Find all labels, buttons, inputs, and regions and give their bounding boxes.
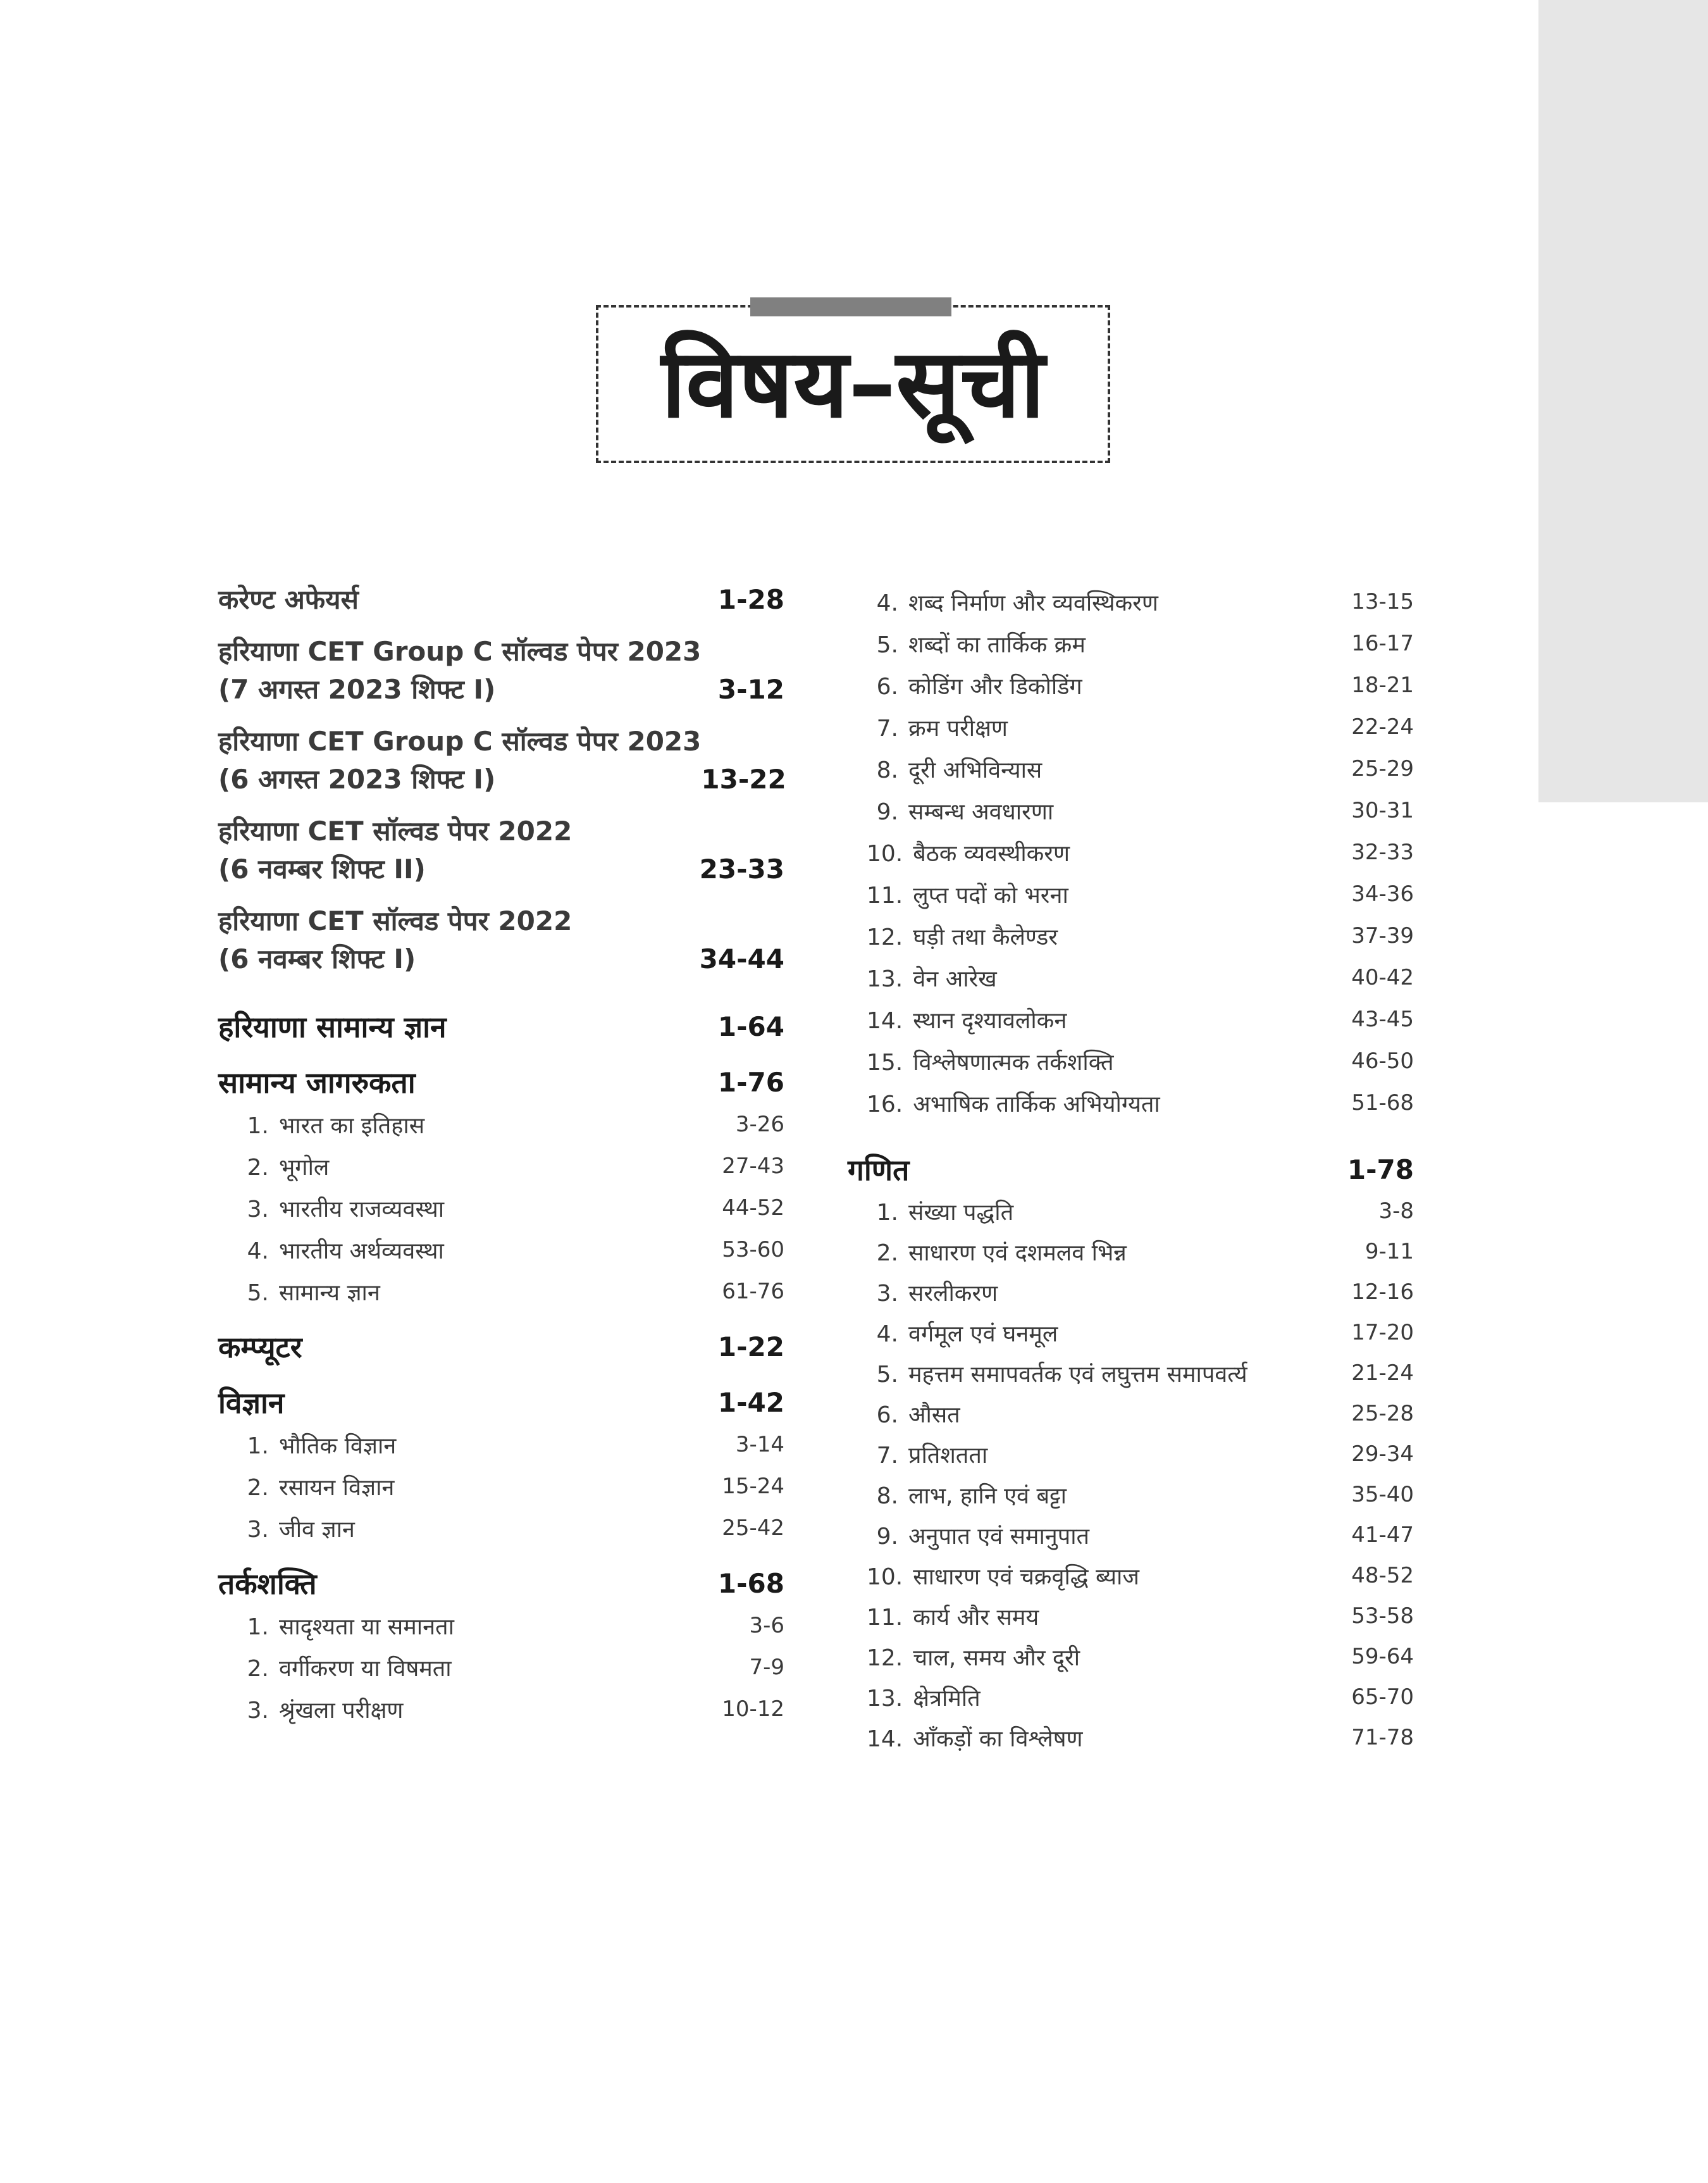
toc-item-label xyxy=(848,1722,1083,1753)
toc-item xyxy=(848,1555,1414,1596)
toc-paper-page: 1-28 xyxy=(717,584,784,615)
toc-item xyxy=(218,1424,784,1465)
toc-item-label xyxy=(848,1317,1058,1348)
toc-paper-title xyxy=(218,902,572,978)
toc-item-label xyxy=(218,1193,444,1224)
toc-item-page: 12-16 xyxy=(1351,1279,1414,1305)
toc-item-label xyxy=(848,1520,1089,1551)
toc-item-page: 71-78 xyxy=(1351,1725,1414,1750)
toc-item xyxy=(848,790,1414,831)
toc-item-text: चाल, समय और दूरी xyxy=(913,1645,1080,1671)
toc-item-page: 30-31 xyxy=(1351,798,1414,823)
toc-item-page: 3-26 xyxy=(735,1112,784,1137)
toc-item-page: 44-52 xyxy=(722,1195,784,1221)
toc-item-text: कार्य और समय xyxy=(913,1604,1039,1631)
toc-item-page: 3-14 xyxy=(735,1432,784,1457)
toc-item-number: 3. xyxy=(876,1280,898,1307)
toc-item xyxy=(848,1231,1414,1272)
toc-section-page: 1-22 xyxy=(717,1331,784,1362)
toc-item-number: 5. xyxy=(247,1279,269,1306)
toc-item-label xyxy=(848,1236,1127,1267)
toc-item-page: 35-40 xyxy=(1351,1482,1414,1507)
toc-section-heading xyxy=(218,1062,784,1104)
toc-item-number: 7. xyxy=(876,1442,898,1469)
toc-item xyxy=(848,1636,1414,1677)
toc-section-heading xyxy=(218,1382,784,1424)
toc-item-number: 2. xyxy=(876,1240,898,1266)
toc-right-column xyxy=(848,581,1414,1758)
toc-section-heading xyxy=(218,1563,784,1605)
toc-item-label xyxy=(848,1682,981,1713)
toc-item-text: सम्बन्ध अवधारणा xyxy=(908,799,1054,825)
toc-section-heading xyxy=(218,1326,784,1368)
toc-item-number: 4. xyxy=(247,1238,269,1264)
toc-item-number: 5. xyxy=(876,1361,898,1388)
toc-item-number: 14. xyxy=(867,1726,903,1752)
toc-item-page: 13-15 xyxy=(1351,589,1414,614)
toc-item-label xyxy=(848,587,1158,618)
toc-item-page: 41-47 xyxy=(1351,1522,1414,1548)
toc-item-text: क्षेत्रमिति xyxy=(913,1685,981,1712)
toc-item-text: संख्या पद्धति xyxy=(908,1199,1014,1226)
toc-item-number: 11. xyxy=(867,882,903,909)
toc-section-heading xyxy=(848,1149,1414,1191)
toc-item-page: 25-29 xyxy=(1351,756,1414,781)
toc-item xyxy=(218,1229,784,1271)
toc-section-page: 1-64 xyxy=(717,1011,784,1042)
toc-paper-title xyxy=(218,723,701,799)
toc-item-label xyxy=(848,1358,1247,1389)
toc-item-text: अनुपात एवं समानुपात xyxy=(908,1523,1090,1550)
toc-item-text: महत्तम समापवर्तक एवं लघुत्तम समापवर्त्य xyxy=(908,1361,1247,1388)
toc-paper-title xyxy=(218,812,572,888)
toc-section-page: 1-78 xyxy=(1347,1154,1414,1185)
toc-paper-title-line: (7 अगस्त 2023 शिफ्ट I) xyxy=(218,674,496,705)
toc-item xyxy=(848,1596,1414,1636)
toc-paper-title-line: हरियाणा CET Group C सॉल्वड पेपर 2023 xyxy=(218,726,702,757)
toc-item-number: 1. xyxy=(247,1614,269,1640)
toc-paper-page: 3-12 xyxy=(717,674,784,705)
toc-item-text: आँकड़ों का विश्लेषण xyxy=(913,1726,1083,1752)
toc-item-page: 51-68 xyxy=(1351,1090,1414,1116)
toc-item-page: 46-50 xyxy=(1351,1048,1414,1074)
toc-item-number: 5. xyxy=(876,631,898,658)
toc-item-number: 8. xyxy=(876,1483,898,1509)
toc-item-page: 21-24 xyxy=(1351,1360,1414,1386)
toc-item-page: 34-36 xyxy=(1351,881,1414,907)
toc-item xyxy=(218,1104,784,1145)
toc-section-title: गणित xyxy=(848,1153,910,1187)
toc-item xyxy=(218,1646,784,1688)
toc-item-label xyxy=(848,962,997,993)
toc-paper-entry xyxy=(218,633,784,709)
toc-item-page: 3-8 xyxy=(1378,1198,1414,1224)
side-thumb-tab xyxy=(1538,0,1708,802)
toc-item-page: 37-39 xyxy=(1351,923,1414,948)
toc-item xyxy=(848,1312,1414,1353)
toc-item xyxy=(218,1187,784,1229)
toc-paper-title xyxy=(218,581,359,619)
toc-item-label xyxy=(848,837,1070,868)
toc-item-text: श्रृंखला परीक्षण xyxy=(279,1697,404,1724)
toc-item-page: 9-11 xyxy=(1365,1239,1414,1264)
toc-item-text: सामान्य ज्ञान xyxy=(279,1279,380,1306)
toc-item-number: 7. xyxy=(876,715,898,742)
toc-item-label xyxy=(848,712,1008,743)
toc-item-page: 59-64 xyxy=(1351,1644,1414,1669)
toc-item xyxy=(848,915,1414,957)
toc-item-page: 17-20 xyxy=(1351,1320,1414,1345)
toc-item-number: 6. xyxy=(876,1402,898,1428)
toc-section-heading xyxy=(218,1006,784,1048)
toc-item-number: 1. xyxy=(247,1433,269,1459)
toc-item-label xyxy=(848,1088,1160,1119)
toc-item xyxy=(848,748,1414,790)
toc-item-text: अभाषिक तार्किक अभियोग्यता xyxy=(913,1091,1160,1117)
toc-item-number: 1. xyxy=(247,1112,269,1139)
toc-paper-title-line: हरियाणा CET सॉल्वड पेपर 2022 xyxy=(218,905,572,936)
toc-item-label xyxy=(218,1109,424,1140)
toc-item-number: 1. xyxy=(876,1199,898,1226)
toc-paper-title-line: (6 नवम्बर शिफ्ट II) xyxy=(218,854,426,885)
toc-item-text: बैठक व्यवस्थीकरण xyxy=(913,840,1070,867)
toc-paper-title-line: हरियाणा CET सॉल्वड पेपर 2022 xyxy=(218,816,572,847)
toc-item xyxy=(848,957,1414,998)
toc-item-text: दूरी अभिविन्यास xyxy=(908,757,1043,783)
toc-paper-page: 23-33 xyxy=(699,854,784,885)
toc-item-number: 2. xyxy=(247,1154,269,1181)
toc-paper-entry xyxy=(218,581,784,619)
toc-item-number: 14. xyxy=(867,1007,903,1034)
toc-item-label xyxy=(848,628,1086,659)
toc-item-text: स्थान दृश्यावलोकन xyxy=(913,1007,1067,1034)
toc-item-label xyxy=(848,1439,987,1470)
toc-item-label xyxy=(218,1151,329,1182)
toc-item-label xyxy=(218,1652,452,1683)
toc-item-page: 32-33 xyxy=(1351,840,1414,865)
toc-item-text: लुप्त पदों को भरना xyxy=(913,882,1068,909)
toc-item-number: 12. xyxy=(867,924,903,950)
toc-item-page: 29-34 xyxy=(1351,1441,1414,1467)
toc-item-text: भूगोल xyxy=(279,1154,330,1181)
toc-item-page: 53-60 xyxy=(722,1237,784,1262)
toc-item xyxy=(218,1605,784,1646)
toc-item-text: वर्गमूल एवं घनमूल xyxy=(908,1321,1058,1347)
toc-item-text: भारतीय अर्थव्यवस्था xyxy=(279,1238,444,1264)
toc-item-page: 61-76 xyxy=(722,1279,784,1304)
toc-paper-title-line: (6 अगस्त 2023 शिफ्ट I) xyxy=(218,764,496,795)
toc-section-title: कम्प्यूटर xyxy=(218,1330,302,1364)
toc-item-page: 65-70 xyxy=(1351,1684,1414,1710)
toc-item-text: सादृश्यता या समानता xyxy=(279,1614,454,1640)
toc-item xyxy=(218,1271,784,1312)
toc-item xyxy=(848,1677,1414,1717)
toc-paper-entry xyxy=(218,723,784,799)
toc-item-text: वर्गीकरण या विषमता xyxy=(279,1655,452,1682)
toc-item-number: 15. xyxy=(867,1049,903,1076)
toc-item xyxy=(848,1272,1414,1312)
toc-item xyxy=(218,1688,784,1730)
toc-item-label xyxy=(848,1004,1067,1035)
toc-item-number: 2. xyxy=(247,1474,269,1501)
toc-item-number: 9. xyxy=(876,799,898,825)
toc-item xyxy=(848,1040,1414,1082)
toc-paper-title-line: (6 नवम्बर शिफ्ट I) xyxy=(218,943,416,974)
page-title: विषय–सूची xyxy=(661,329,1045,439)
toc-item-number: 3. xyxy=(247,1196,269,1222)
toc-paper-entry xyxy=(218,812,784,888)
toc-item-text: रसायन विज्ञान xyxy=(279,1474,395,1501)
toc-item-label xyxy=(848,754,1042,785)
toc-item-page: 10-12 xyxy=(722,1696,784,1722)
toc-item-text: लाभ, हानि एवं बट्टा xyxy=(908,1483,1067,1509)
toc-item-page: 25-42 xyxy=(722,1515,784,1541)
toc-item-page: 53-58 xyxy=(1351,1603,1414,1629)
toc-item-number: 13. xyxy=(867,1685,903,1712)
toc-item-text: भौतिक विज्ञान xyxy=(279,1433,397,1459)
toc-item xyxy=(848,1474,1414,1515)
toc-item-page: 15-24 xyxy=(722,1474,784,1499)
toc-item xyxy=(218,1145,784,1187)
toc-item-text: औसत xyxy=(908,1402,960,1428)
toc-paper-page: 34-44 xyxy=(699,943,784,974)
toc-item-label xyxy=(848,795,1053,826)
toc-item-page: 40-42 xyxy=(1351,965,1414,990)
toc-item-page: 18-21 xyxy=(1351,673,1414,698)
toc-item-number: 3. xyxy=(247,1516,269,1543)
toc-section-page: 1-42 xyxy=(717,1387,784,1418)
toc-item-number: 6. xyxy=(876,673,898,700)
toc-item-number: 10. xyxy=(867,840,903,867)
toc-item-text: क्रम परीक्षण xyxy=(908,715,1008,742)
toc-item-label xyxy=(848,1398,960,1429)
toc-item-label xyxy=(218,1429,396,1460)
toc-item xyxy=(848,1434,1414,1474)
toc-item-number: 12. xyxy=(867,1645,903,1671)
toc-section-title: विज्ञान xyxy=(218,1386,285,1420)
toc-item-label xyxy=(218,1276,380,1307)
toc-left-column xyxy=(218,581,784,1730)
toc-item-text: विश्लेषणात्मक तर्कशक्ति xyxy=(913,1049,1114,1076)
toc-item xyxy=(218,1465,784,1507)
toc-item-page: 22-24 xyxy=(1351,714,1414,740)
toc-item-label xyxy=(848,1560,1139,1591)
toc-item-label xyxy=(218,1610,454,1641)
toc-item-number: 3. xyxy=(247,1697,269,1724)
toc-item-text: जीव ज्ञान xyxy=(279,1516,355,1543)
toc-item-text: घड़ी तथा कैलेण्डर xyxy=(913,924,1058,950)
toc-item-page: 16-17 xyxy=(1351,631,1414,656)
toc-item-label xyxy=(848,1196,1013,1227)
toc-item-page: 48-52 xyxy=(1351,1563,1414,1588)
toc-item-text: सरलीकरण xyxy=(908,1280,998,1307)
toc-paper-title xyxy=(218,633,701,709)
toc-item-page: 7-9 xyxy=(749,1655,784,1680)
toc-paper-page: 13-22 xyxy=(701,764,786,795)
toc-item xyxy=(848,623,1414,664)
toc-item xyxy=(848,1393,1414,1434)
toc-item xyxy=(848,664,1414,706)
toc-item-text: वेन आरेख xyxy=(913,966,997,992)
toc-item xyxy=(848,1353,1414,1393)
toc-item-label xyxy=(848,1046,1114,1077)
toc-item-label xyxy=(218,1471,394,1502)
toc-item xyxy=(848,1717,1414,1758)
toc-item-page: 3-6 xyxy=(749,1613,784,1638)
toc-item-text: शब्द निर्माण और व्यवस्थिकरण xyxy=(908,590,1158,616)
toc-item-number: 4. xyxy=(876,590,898,616)
toc-item-number: 8. xyxy=(876,757,898,783)
toc-paper-title-line: हरियाणा CET Group C सॉल्वड पेपर 2023 xyxy=(218,636,702,667)
toc-paper-title-line: करेण्ट अफेयर्स xyxy=(218,584,359,615)
toc-item-label xyxy=(848,879,1068,910)
toc-item xyxy=(848,706,1414,748)
toc-item-number: 9. xyxy=(876,1523,898,1550)
toc-item-label xyxy=(848,670,1082,701)
toc-item-text: प्रतिशतता xyxy=(908,1442,988,1469)
toc-item-text: कोडिंग और डिकोडिंग xyxy=(908,673,1082,700)
toc-item xyxy=(848,1082,1414,1124)
toc-item-page: 25-28 xyxy=(1351,1401,1414,1426)
toc-item xyxy=(848,998,1414,1040)
toc-item-page: 43-45 xyxy=(1351,1007,1414,1032)
toc-item xyxy=(218,1507,784,1549)
toc-item-number: 4. xyxy=(876,1321,898,1347)
toc-item-page: 27-43 xyxy=(722,1154,784,1179)
toc-item xyxy=(848,581,1414,623)
toc-item-number: 16. xyxy=(867,1091,903,1117)
toc-item-text: शब्दों का तार्किक क्रम xyxy=(908,631,1086,658)
toc-item-text: साधारण एवं दशमलव भिन्न xyxy=(908,1240,1127,1266)
toc-item-text: भारत का इतिहास xyxy=(279,1112,425,1139)
toc-item-label xyxy=(848,1277,998,1308)
toc-section-page: 1-68 xyxy=(717,1568,784,1599)
toc-item-number: 2. xyxy=(247,1655,269,1682)
toc-section-title: तर्कशक्ति xyxy=(218,1567,317,1601)
toc-item-label xyxy=(218,1694,403,1725)
toc-item-label xyxy=(848,1479,1067,1510)
toc-paper-entry xyxy=(218,902,784,978)
toc-item-text: भारतीय राजव्यवस्था xyxy=(279,1196,445,1222)
toc-item-label xyxy=(218,1513,355,1544)
toc-section-title: हरियाणा सामान्य ज्ञान xyxy=(218,1010,447,1044)
toc-item-text: साधारण एवं चक्रवृद्धि ब्याज xyxy=(913,1564,1139,1590)
toc-item-number: 10. xyxy=(867,1564,903,1590)
toc-item-label xyxy=(218,1235,444,1266)
toc-item-number: 11. xyxy=(867,1604,903,1631)
toc-item-label xyxy=(848,1601,1039,1632)
toc-item xyxy=(848,873,1414,915)
toc-section-title: सामान्य जागरुकता xyxy=(218,1066,416,1100)
toc-item-label xyxy=(848,1641,1080,1672)
toc-item-number: 13. xyxy=(867,966,903,992)
toc-item xyxy=(848,1515,1414,1555)
toc-item xyxy=(848,1191,1414,1231)
toc-section-page: 1-76 xyxy=(717,1067,784,1098)
toc-item xyxy=(848,831,1414,873)
toc-item-label xyxy=(848,921,1058,952)
